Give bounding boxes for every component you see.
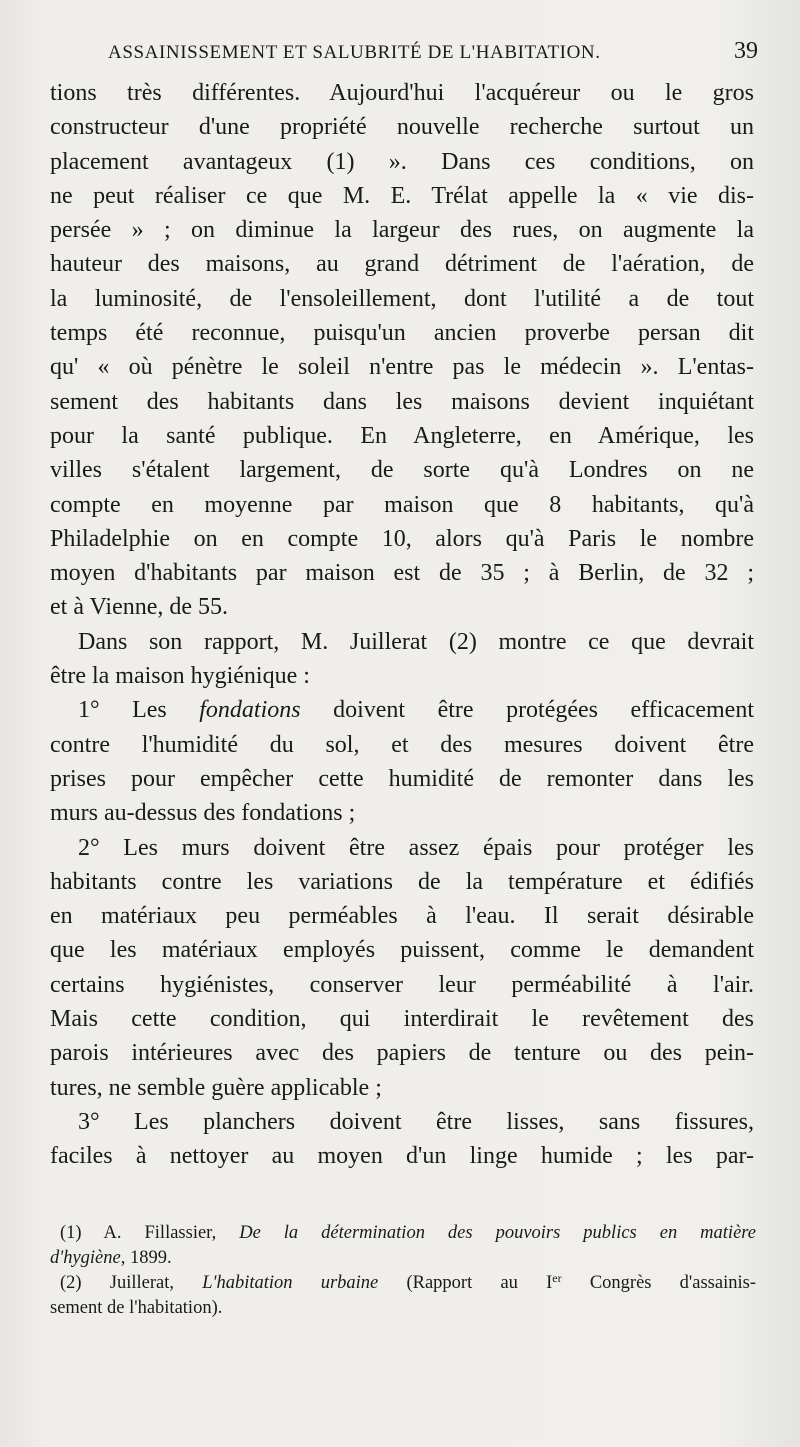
text-line: qu' « où pénètre le soleil n'entre pas le médecin ». L'entas- <box>50 354 754 381</box>
text-line: temps été reconnue, puisqu'un ancien proverbe persan dit <box>50 320 754 347</box>
footnotes <box>50 1221 756 1321</box>
italic-term: fondations <box>199 697 301 724</box>
footnote-marker: (1) A. Fillassier, <box>60 1223 240 1243</box>
text-line: que les matériaux employés puissent, comme le demandent <box>50 937 754 964</box>
body-text <box>50 76 754 1174</box>
text-line: parois intérieures avec des papiers de tenture ou des pein- <box>50 1040 754 1067</box>
text-line: hauteur des maisons, au grand détriment de l'aération, de <box>50 251 754 278</box>
footnote-superscript: er <box>552 1271 562 1285</box>
footnote-1-cont <box>50 1246 756 1271</box>
footnote-title: De la détermination des pouvoirs publics en matière <box>239 1223 756 1243</box>
text-line-fondations <box>50 693 754 727</box>
text-line: 3° Les planchers doivent être lisses, sans fissures, <box>78 1108 754 1135</box>
footnote-2-cont: sement de l'habitation). <box>50 1298 223 1318</box>
text-line: en matériaux peu perméables à l'eau. Il serait désirable <box>50 903 754 930</box>
footnote-marker: (2) Juillerat, <box>60 1273 203 1293</box>
running-head <box>108 38 758 72</box>
text-line: être la maison hygiénique : <box>50 663 310 690</box>
text-line: tions très différentes. Aujourd'hui l'acquéreur ou le gros <box>50 80 754 106</box>
page-number: 39 <box>734 38 758 64</box>
text-line: persée » ; on diminue la largeur des rues, on augmente la <box>50 217 754 244</box>
text-line: murs au-dessus des fondations ; <box>50 800 356 827</box>
text-line: tures, ne semble guère applicable ; <box>50 1074 382 1101</box>
text-line: faciles à nettoyer au moyen d'un linge humide ; les par- <box>50 1143 754 1170</box>
footnote-text: Congrès d'assainis- <box>561 1273 756 1293</box>
text-line: certains hygiénistes, conserver leur perméabilité à l'air. <box>50 971 754 998</box>
text-line: 2° Les murs doivent être assez épais pour protéger les <box>78 834 754 861</box>
text-line: habitants contre les variations de la température et édifiés <box>50 868 754 895</box>
text-line: et à Vienne, de 55. <box>50 594 229 621</box>
text-line: Philadelphie on en compte 10, alors qu'à Paris le nombre <box>50 525 754 552</box>
footnote-title: L'habitation urbaine <box>202 1273 379 1293</box>
text-line: constructeur d'une propriété nouvelle recherche surtout un <box>50 114 754 141</box>
text-fragment: 1° Les <box>78 697 200 724</box>
text-line: Mais cette condition, qui interdirait le revêtement des <box>50 1006 754 1033</box>
text-line: villes s'étalent largement, de sorte qu'à Londres on ne <box>50 457 754 484</box>
text-line: compte en moyenne par maison que 8 habitants, qu'à <box>50 491 754 518</box>
text-line: moyen d'habitants par maison est de 35 ; à Berlin, de 32 ; <box>50 560 754 587</box>
footnote-2 <box>50 1271 756 1296</box>
text-line: la luminosité, de l'ensoleillement, dont l'utilité a de tout <box>50 285 754 312</box>
text-line: ne peut réaliser ce que M. E. Trélat appelle la « vie dis- <box>50 182 754 209</box>
text-line: prises pour empêcher cette humidité de remonter dans les <box>50 765 754 792</box>
text-line: sement des habitants dans les maisons devient inquiétant <box>50 388 754 415</box>
running-title: ASSAINISSEMENT ET SALUBRITÉ DE L'HABITATION. <box>108 42 601 63</box>
footnote-1 <box>50 1221 756 1246</box>
text-fragment: doivent être protégées efficacement <box>300 697 754 724</box>
footnote-title: d'hygiène <box>50 1248 121 1268</box>
text-line: contre l'humidité du sol, et des mesures doivent être <box>50 731 754 758</box>
text-line: pour la santé publique. En Angleterre, en Amérique, les <box>50 422 754 449</box>
text-line: placement avantageux (1) ». Dans ces conditions, on <box>50 148 754 175</box>
footnote-text: (Rapport au I <box>378 1273 553 1293</box>
text-line: Dans son rapport, M. Juillerat (2) montre ce que devrait <box>78 628 754 655</box>
footnote-text: , 1899. <box>120 1248 172 1268</box>
